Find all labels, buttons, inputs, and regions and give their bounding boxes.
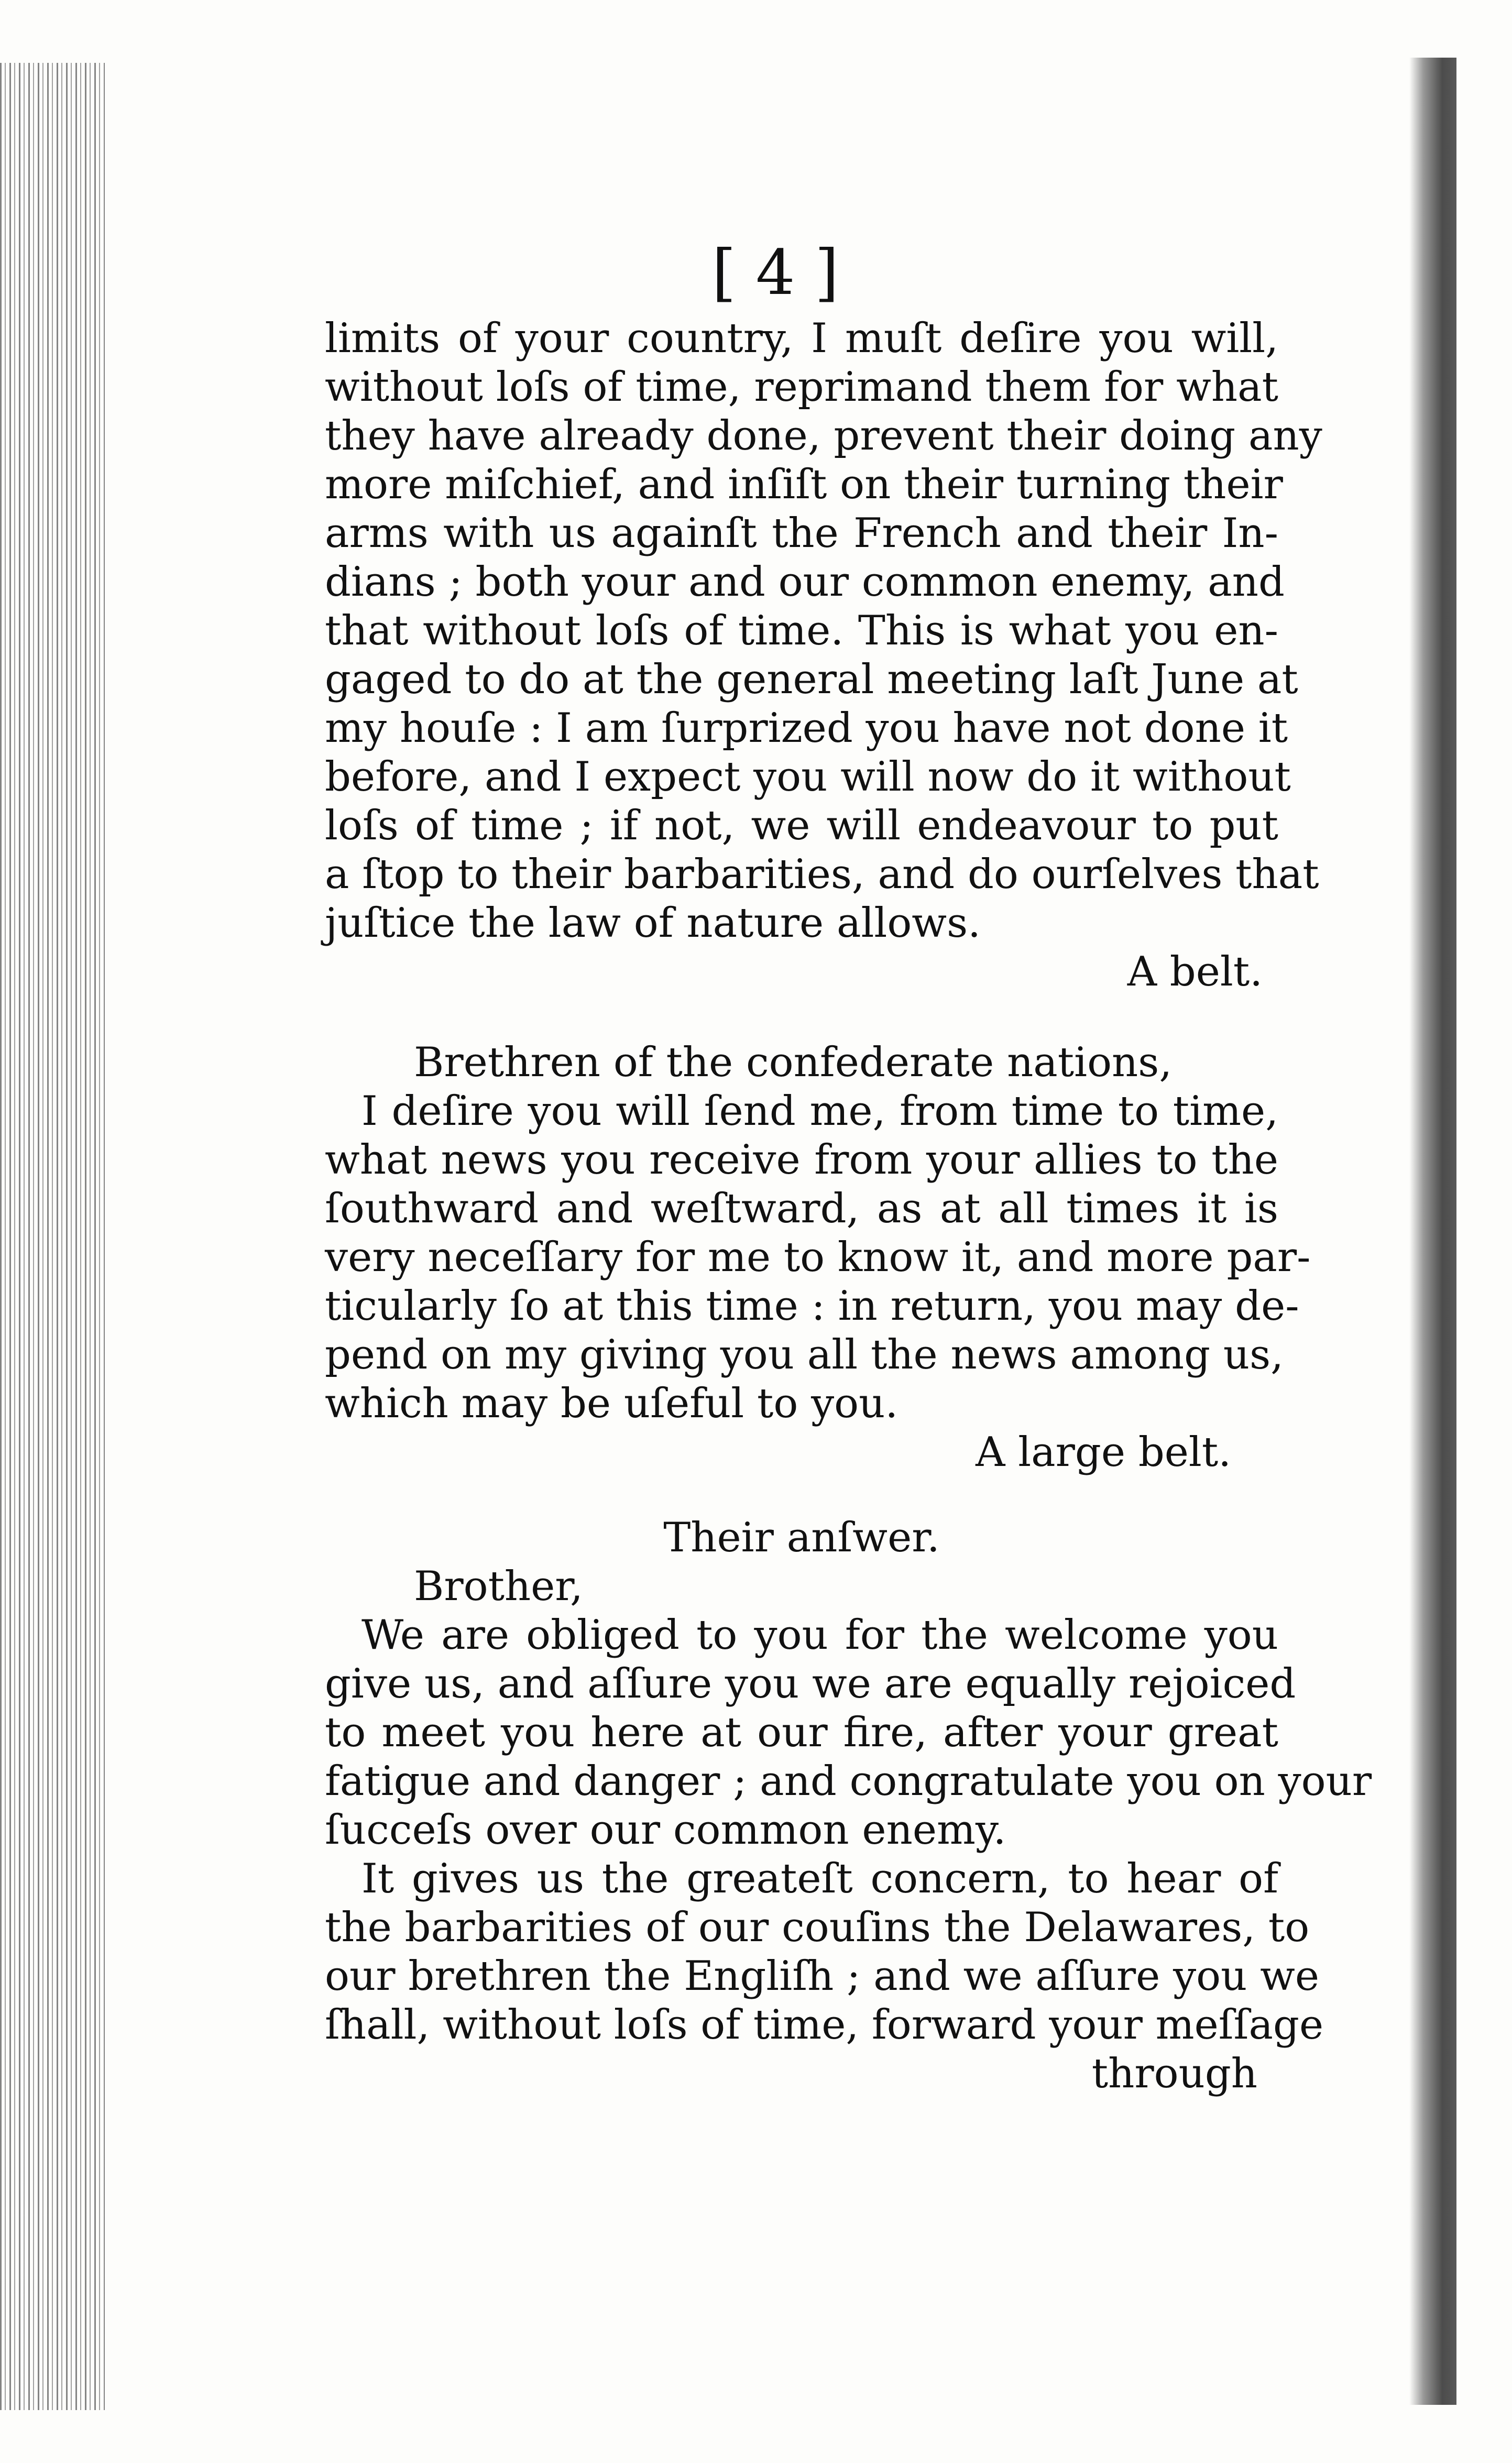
- text-line: before, and I expect you will now do it without: [325, 753, 1291, 801]
- text-line: to meet you here at our fire, after your great: [325, 1709, 1278, 1756]
- text-line: they have already done, prevent their doing any: [325, 412, 1322, 459]
- text-line: I deſire you will ſend me, from time to time,: [361, 1088, 1278, 1135]
- text-line: a ſtop to their barbarities, and do ourſelves that: [325, 851, 1319, 898]
- text-line: what news you receive from your allies to the: [325, 1136, 1278, 1184]
- text-line: dians ; both your and our common enemy, and: [325, 559, 1285, 606]
- binding-gutter-left: [0, 63, 105, 2410]
- text-line: pend on my giving you all the news among us,: [325, 1331, 1284, 1378]
- text-line: limits of your country, I muſt deſire you will,: [325, 315, 1278, 362]
- text-line: It gives us the greateſt concern, to hear of: [361, 1855, 1278, 1902]
- text-line: ſhall, without loſs of time, forward your meſſage: [325, 2001, 1324, 2049]
- text-line: our brethren the Engliſh ; and we aſſure you we: [325, 1953, 1320, 2000]
- paragraph-1: [325, 314, 1322, 948]
- text-line: We are obliged to you for the welcome you: [361, 1612, 1278, 1659]
- text-line: more miſchief, and inſiſt on their turning their: [325, 461, 1283, 508]
- text-line: which may be uſeful to you.: [325, 1380, 899, 1427]
- catchword: through: [1091, 2050, 1257, 2097]
- text-line: juſtice the law of nature allows.: [325, 900, 981, 947]
- text-line: loſs of time ; if not, we will endeavour to put: [325, 802, 1278, 849]
- text-line: ſucceſs over our common enemy.: [325, 1807, 1006, 1854]
- text-line: fatigue and danger ; and congratulate you on your: [325, 1758, 1372, 1805]
- salutation-brethren: Brethren of the confederate nations,: [414, 1039, 1173, 1086]
- text-line: my houſe : I am ſurprized you have not done it: [325, 705, 1288, 752]
- answer-heading: Their anſwer.: [663, 1514, 940, 1561]
- text-line: very neceſſary for me to know it, and more par-: [325, 1234, 1311, 1281]
- text-block: [325, 314, 1372, 2098]
- text-line: ticularly ſo at this time : in return, you may de-: [325, 1283, 1299, 1330]
- page-number: [ 4 ]: [711, 236, 839, 309]
- paragraph-3: [325, 1611, 1372, 1855]
- belt-note-1: A belt.: [1127, 948, 1263, 995]
- paragraph-2: [325, 1087, 1311, 1428]
- page-edge-right: [1409, 58, 1456, 2405]
- text-line: give us, and aſſure you we are equally rejoiced: [325, 1660, 1296, 1707]
- text-line: the barbarities of our couſins the Delawares, to: [325, 1904, 1310, 1951]
- text-line: gaged to do at the general meeting laſt June at: [325, 656, 1298, 703]
- text-line: arms with us againſt the French and their In-: [325, 510, 1278, 557]
- text-line: that without loſs of time. This is what you en-: [325, 607, 1278, 654]
- salutation-brother: Brother,: [414, 1563, 583, 1610]
- text-line: without loſs of time, reprimand them for what: [325, 364, 1278, 411]
- paragraph-4: [325, 1855, 1324, 2050]
- belt-note-2: A large belt.: [976, 1429, 1231, 1476]
- text-line: ſouthward and weſtward, as at all times it is: [325, 1185, 1278, 1232]
